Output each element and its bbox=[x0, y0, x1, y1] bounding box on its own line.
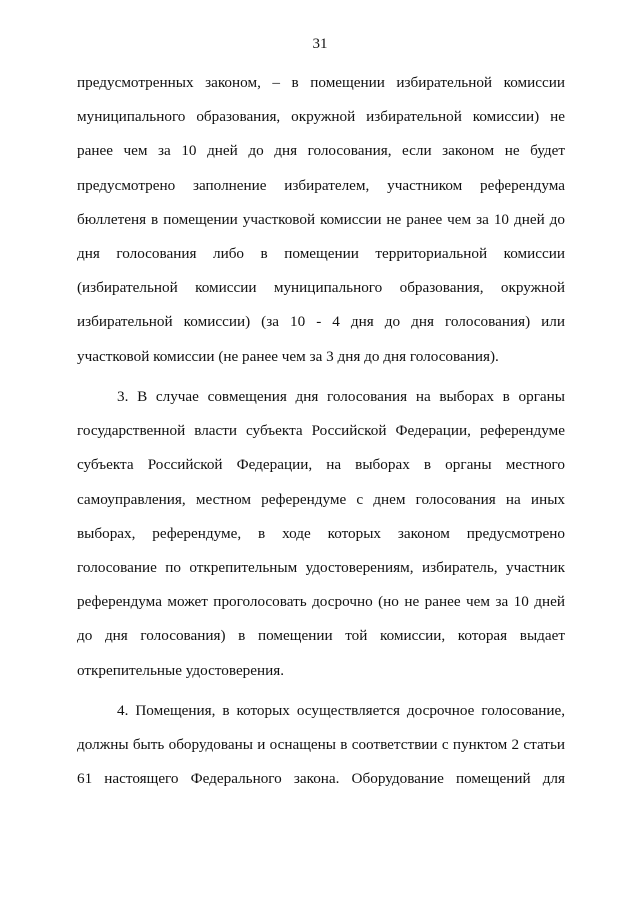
page-number: 31 bbox=[312, 36, 328, 52]
text-line: муниципального образования, окружной избирательной комиссии) не bbox=[77, 108, 565, 126]
text-line: до дня голосования) в помещении той комиссии, которая выдает bbox=[77, 627, 565, 645]
paragraph-4 bbox=[77, 694, 565, 797]
text-line: участковой комиссии (не ранее чем за 3 дня до дня голосования). bbox=[77, 347, 499, 365]
text-line: самоуправления, местном референдуме с днем голосования на иных bbox=[77, 490, 565, 508]
text-line: дня голосования либо в помещении территориальной комиссии bbox=[77, 244, 565, 262]
text-line: ранее чем за 10 дней до дня голосования, если законом не будет bbox=[77, 142, 565, 160]
text-line: бюллетеня в помещении участковой комиссии не ранее чем за 10 дней до bbox=[77, 210, 565, 228]
text-line: 4. Помещения, в которых осуществляется досрочное голосование, bbox=[117, 702, 565, 719]
text-line: 61 настоящего Федерального закона. Оборудование помещений для bbox=[77, 770, 565, 788]
text-line: выборах, референдуме, в ходе которых законом предусмотрено bbox=[77, 524, 565, 542]
paragraph-3 bbox=[77, 380, 565, 688]
text-line: голосование по открепительным удостоверениям, избиратель, участник bbox=[77, 558, 565, 576]
paragraph-continued bbox=[77, 66, 565, 374]
text-line: 3. В случае совмещения дня голосования на выборах в органы bbox=[117, 388, 565, 405]
text-line: (избирательной комиссии муниципального образования, окружной bbox=[77, 279, 565, 297]
text-line: открепительные удостоверения. bbox=[77, 661, 285, 679]
text-line: предусмотрено заполнение избирателем, участником референдума bbox=[77, 176, 565, 194]
text-line: должны быть оборудованы и оснащены в соответствии с пунктом 2 статьи bbox=[77, 736, 565, 754]
text-line: избирательной комиссии) (за 10 - 4 дня до дня голосования) или bbox=[77, 313, 565, 331]
text-line: субъекта Российской Федерации, на выборах в органы местного bbox=[77, 456, 565, 474]
text-line: предусмотренных законом, – в помещении избирательной комиссии bbox=[77, 74, 565, 91]
text-line: референдума может проголосовать досрочно (но не ранее чем за 10 дней bbox=[77, 593, 565, 611]
text-line: государственной власти субъекта Российской Федерации, референдуме bbox=[77, 422, 565, 440]
